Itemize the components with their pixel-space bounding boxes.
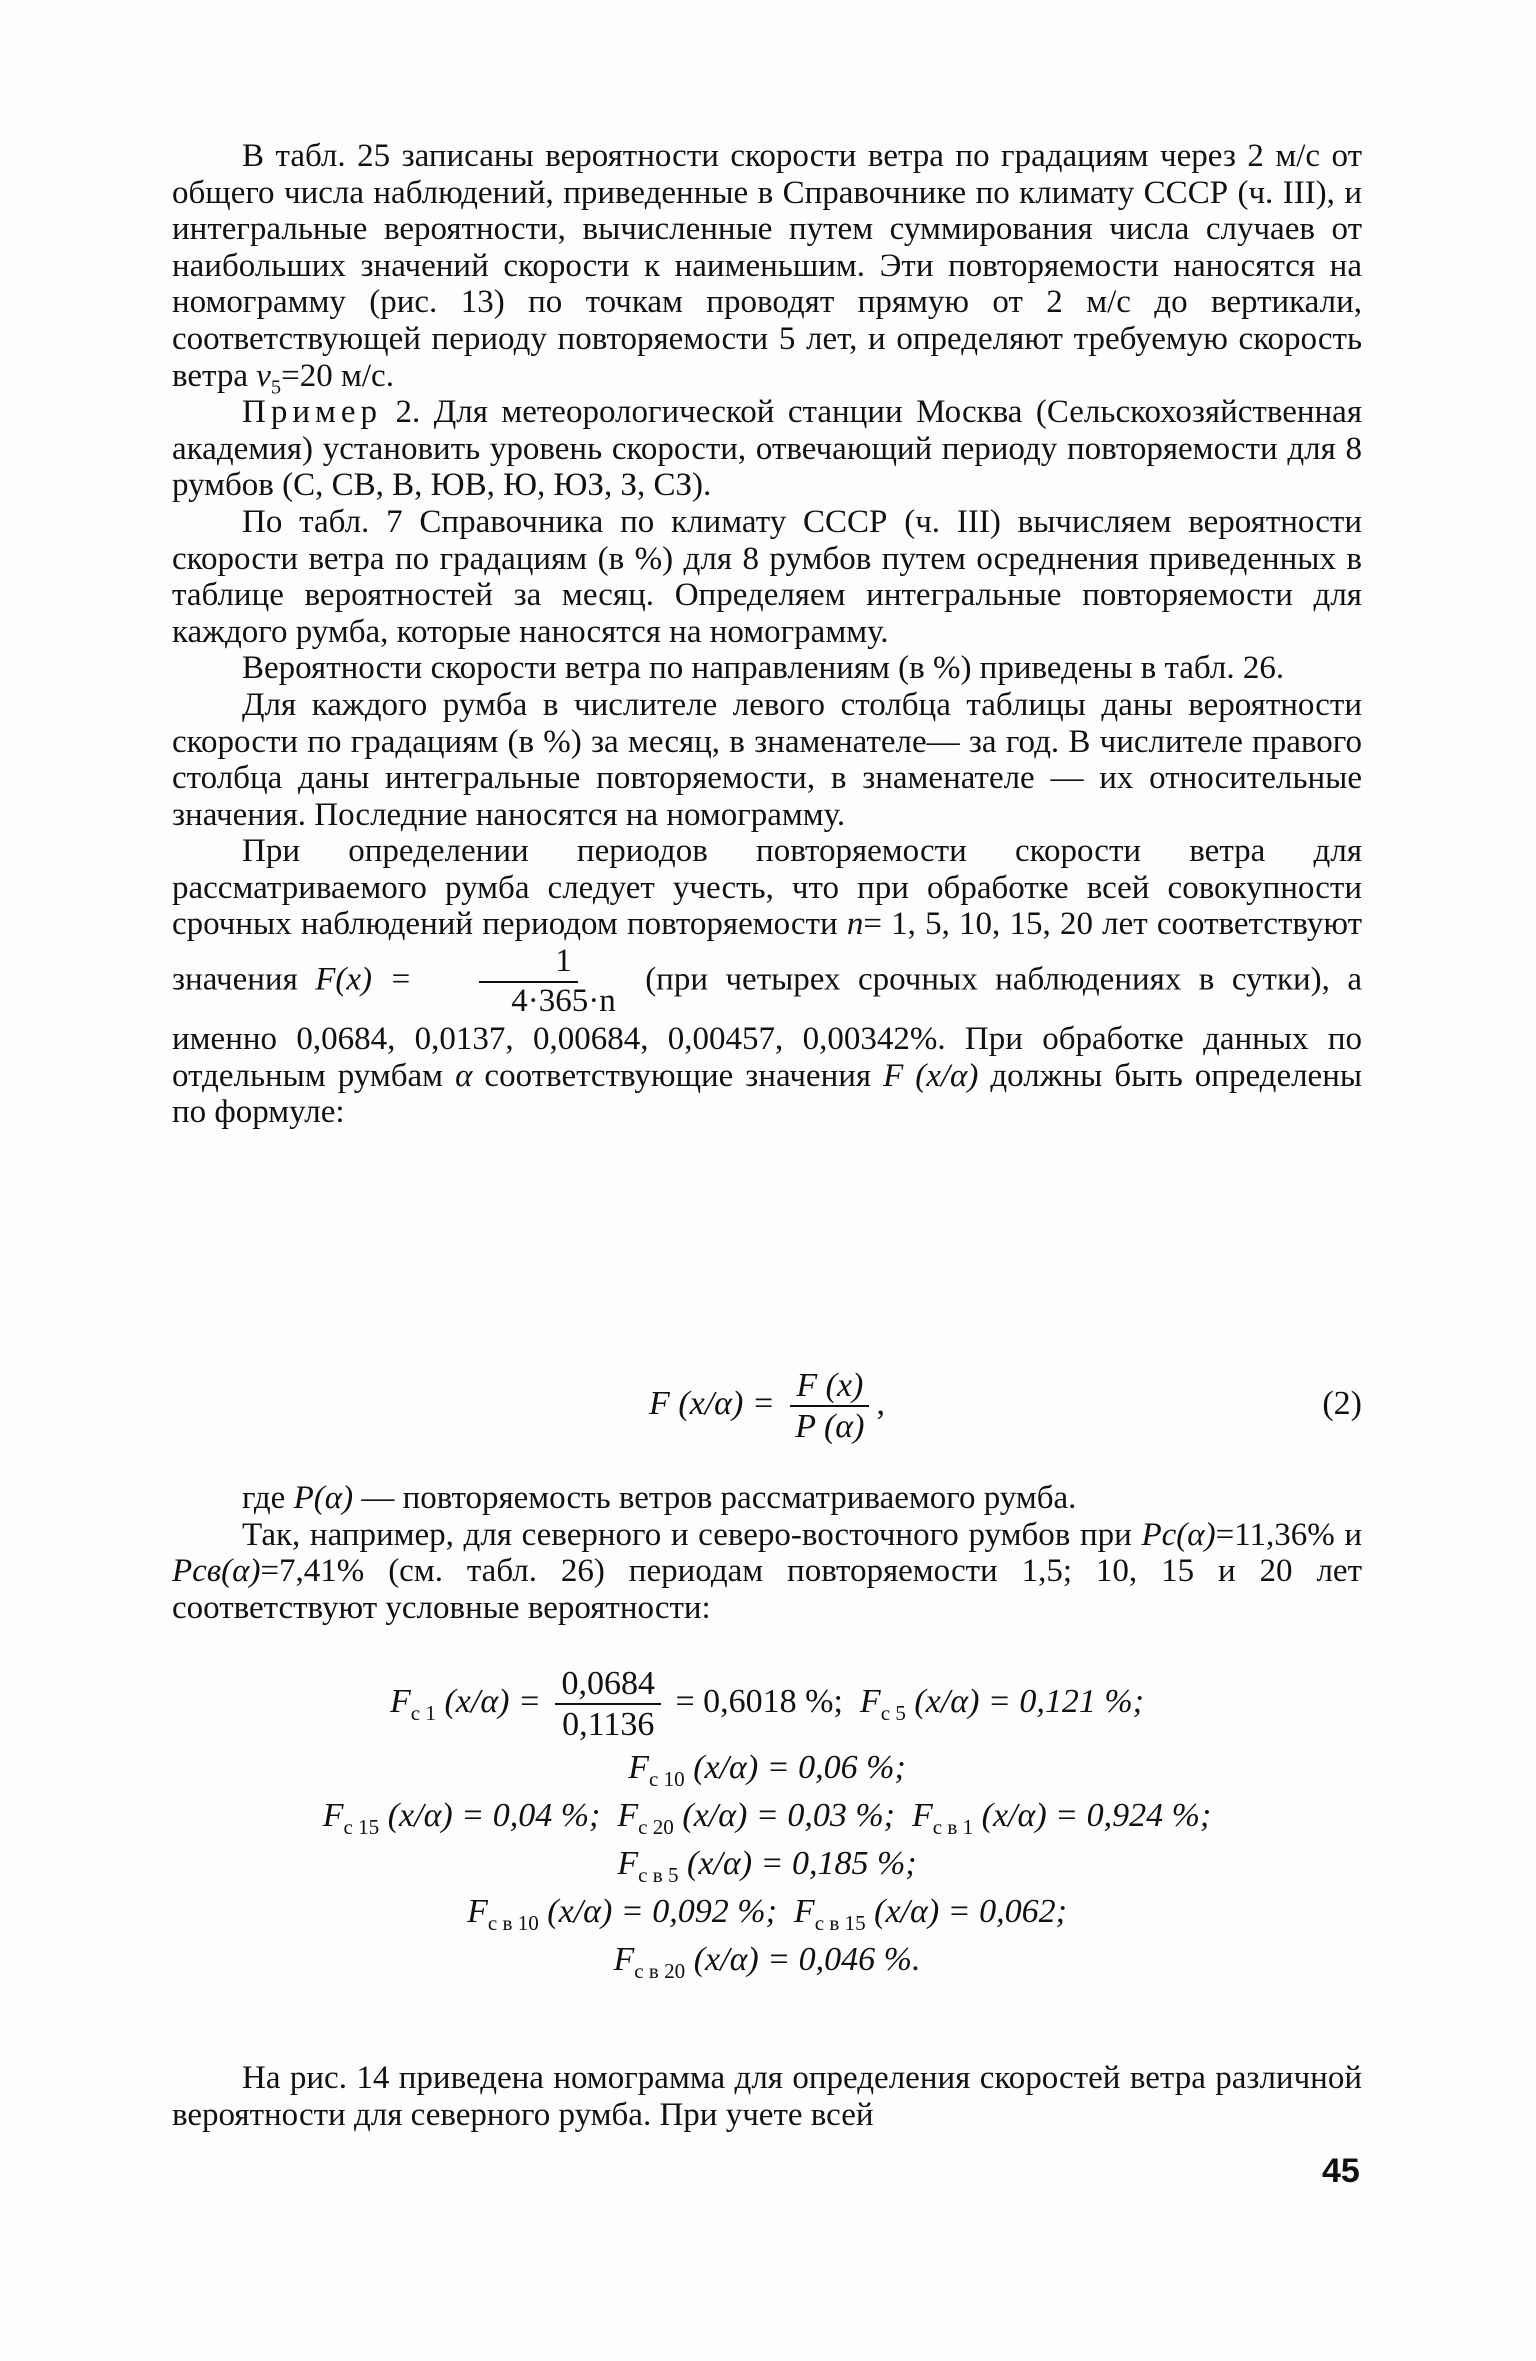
paragraph-1-text: В табл. 25 записаны вероятности скорости ветра по градациям через 2 м/с от общего числа наблюдений, приведенные в Справочнике по климату СССР (ч. III), и интегральные вероятности, вычисленные путем суммирования числа случаев от наибольших значений скорости к наименьшим. Эти повторяемости наносятся на номограмму (рис. 13) по точкам проводят прямую от 2 м/с до вертикали, соответствующей периоду повторяемости 5 лет, и определяют требуемую скорость ветра <box>172 138 1362 394</box>
result-line-5 <box>172 1888 1362 1936</box>
paragraph-8 <box>172 1517 1362 1627</box>
result-line-2 <box>172 1744 1362 1792</box>
velocity-subscript: 5 <box>270 376 282 399</box>
velocity-symbol: v <box>256 357 271 394</box>
velocity-value: =20 м/с. <box>281 357 394 394</box>
result-line-4 <box>172 1840 1362 1888</box>
result-4-sub: с 15 <box>343 1814 380 1839</box>
pc-symbol: Pс(α) <box>1141 1516 1216 1553</box>
fxa-symbol: F (x/α) <box>883 1057 979 1094</box>
formula-2-comma: , <box>876 1385 885 1422</box>
result-1-symbol: F <box>390 1683 411 1720</box>
formula-2 <box>172 1364 1362 1444</box>
page-number: 45 <box>1322 2152 1360 2190</box>
result-6-symbol: F <box>911 1797 933 1834</box>
result-line-3 <box>172 1792 1362 1840</box>
inline-fraction-denominator: 4·365·n <box>511 983 616 1019</box>
result-5-sub: с 20 <box>638 1814 674 1839</box>
paragraph-6-text-d: соответствующие значения <box>484 1057 872 1094</box>
paragraph-3-text: По табл. 7 Справочника по климату СССР (ч. III) вычисляем вероятности скорости ветра по градациям (в %) для 8 румбов путем осреднения приведенных в таблице вероятностей за месяц. Определяем интегральные повторяемости для каждого румба, которые наносятся на номограмму. <box>172 503 1362 650</box>
alpha-symbol: α <box>455 1057 473 1094</box>
result-3-value: (x/α) = 0,06 %; <box>693 1749 906 1786</box>
paragraph-6-text-e: должны быть определены по формуле: <box>172 1057 1363 1131</box>
paragraph-7-text-b: — повторяемость ветров рассматриваемого румба. <box>361 1480 1077 1516</box>
result-9-symbol: F <box>793 1893 815 1930</box>
paragraph-8-text-b: =11,36% и <box>1215 1516 1363 1553</box>
result-8-symbol: F <box>467 1893 488 1930</box>
result-line-6 <box>172 1936 1362 1984</box>
formula-2-numerator: F (x) <box>790 1366 869 1407</box>
result-3-symbol: F <box>628 1749 649 1786</box>
result-4-symbol: F <box>322 1797 344 1834</box>
paragraph-6-text-b: = 1, 5, 10, 15, 20 лет соответствуют значения <box>172 906 1363 998</box>
result-9-sub: с в 15 <box>814 1910 866 1935</box>
result-9-value: (x/α) = 0,062; <box>874 1893 1067 1930</box>
formula-2-lhs: F (x/α) = <box>649 1385 775 1422</box>
result-1-numerator: 0,0684 <box>555 1664 661 1705</box>
paragraph-7-text-a: где <box>242 1480 286 1516</box>
result-1-fraction <box>555 1664 661 1744</box>
paragraph-4-text: Вероятности скорости ветра по направлениям (в %) приведены в табл. 26. <box>242 650 1285 687</box>
formula-2-number: (2) <box>1322 1385 1362 1422</box>
paragraph-example-2 <box>172 394 1362 504</box>
result-5-symbol: F <box>617 1797 639 1834</box>
result-2-value: (x/α) = 0,121 %; <box>914 1683 1144 1720</box>
paragraph-8-text-c: =7,41% (см. табл. 26) периодам повторяемости 1,5; 10, 15 и 20 лет соответствуют условные вероятности: <box>172 1553 1362 1626</box>
result-1-value: = 0,6018 %; <box>675 1683 843 1720</box>
result-4-value: (x/α) = 0,04 %; <box>387 1797 601 1834</box>
example-text: 2. Для метеорологической станции Москва (Сельскохозяйственная академия) установить уровень скорости, отвечающий периоду повторяемости для 8 румбов (С, СВ, В, ЮВ, Ю, ЮЗ, З, СЗ). <box>172 394 1362 504</box>
result-2-symbol: F <box>859 1683 881 1720</box>
result-7-value: (x/α) = 0,185 %; <box>687 1845 917 1882</box>
p-alpha-symbol: P(α) <box>293 1480 354 1516</box>
paragraph-6 <box>172 833 1362 1130</box>
example-label: Пример <box>242 394 383 431</box>
result-8-sub: с в 10 <box>487 1910 539 1935</box>
paragraph-8-text-a: Так, например, для северного и северо-восточного румбов при <box>242 1516 1132 1553</box>
formula-2-denominator: P (α) <box>795 1408 865 1446</box>
paragraph-9-text: На рис. 14 приведена номограмма для определения скоростей ветра различной вероятности для северного румба. При учете всей <box>172 2060 1362 2133</box>
paragraph-6-text-a: При определении периодов повторяемости скорости ветра для рассматриваемого румба следует учесть, что при обработке всей совокупности срочных наблюдений периодом повторяемости <box>172 833 1362 943</box>
paragraph-1 <box>172 138 1362 399</box>
result-6-sub: с в 1 <box>932 1814 974 1839</box>
result-5-value: (x/α) = 0,03 %; <box>682 1797 895 1834</box>
paragraph-5-text: Для каждого румба в числителе левого столбца таблицы даны вероятности скорости по градациям (в %) за месяц, в знаменателе— за год. В числителе правого столбца даны интегральные повторяемости, в знаменателе — их относительные значения. Последние наносятся на номограмму. <box>172 686 1362 833</box>
result-10-value: (x/α) = 0,046 %. <box>693 1941 921 1978</box>
paragraph-6-text-c: (при четырех срочных наблюдениях в сутки), а именно 0,0684, 0,0137, 0,00684, 0,00457, 0,00342%. При обработке данных по отдельным румбам <box>172 961 1363 1094</box>
result-10-symbol: F <box>613 1941 635 1978</box>
paragraph-7 <box>172 1480 1362 1517</box>
result-1-arg: (x/α) = <box>444 1683 541 1720</box>
result-line-1 <box>172 1660 1362 1744</box>
result-3-sub: с 10 <box>648 1766 685 1791</box>
main-text <box>172 138 1362 1131</box>
inline-fraction <box>435 943 621 1021</box>
result-10-sub: с в 20 <box>634 1958 686 1983</box>
result-7-symbol: F <box>617 1845 639 1882</box>
result-8-value: (x/α) = 0,092 %; <box>547 1893 777 1930</box>
fx-symbol: F(x) = <box>315 961 412 998</box>
pcv-symbol: Pсв(α) <box>172 1553 261 1590</box>
results-block <box>172 1660 1362 1984</box>
result-6-value: (x/α) = 0,924 %; <box>981 1797 1212 1834</box>
paragraph-3 <box>172 504 1362 650</box>
main-text-3 <box>172 2060 1362 2133</box>
inline-fraction-numerator: 1 <box>479 943 578 983</box>
n-symbol: n <box>846 906 864 943</box>
result-7-sub: с в 5 <box>638 1862 679 1887</box>
result-2-sub: с 5 <box>880 1700 906 1725</box>
result-1-sub: с 1 <box>410 1700 436 1725</box>
main-text-2 <box>172 1480 1362 1626</box>
paragraph-5 <box>172 687 1362 833</box>
paragraph-9 <box>172 2060 1362 2133</box>
formula-2-fraction <box>789 1366 870 1446</box>
result-1-denominator: 0,1136 <box>562 1706 655 1744</box>
paragraph-4 <box>172 650 1362 687</box>
